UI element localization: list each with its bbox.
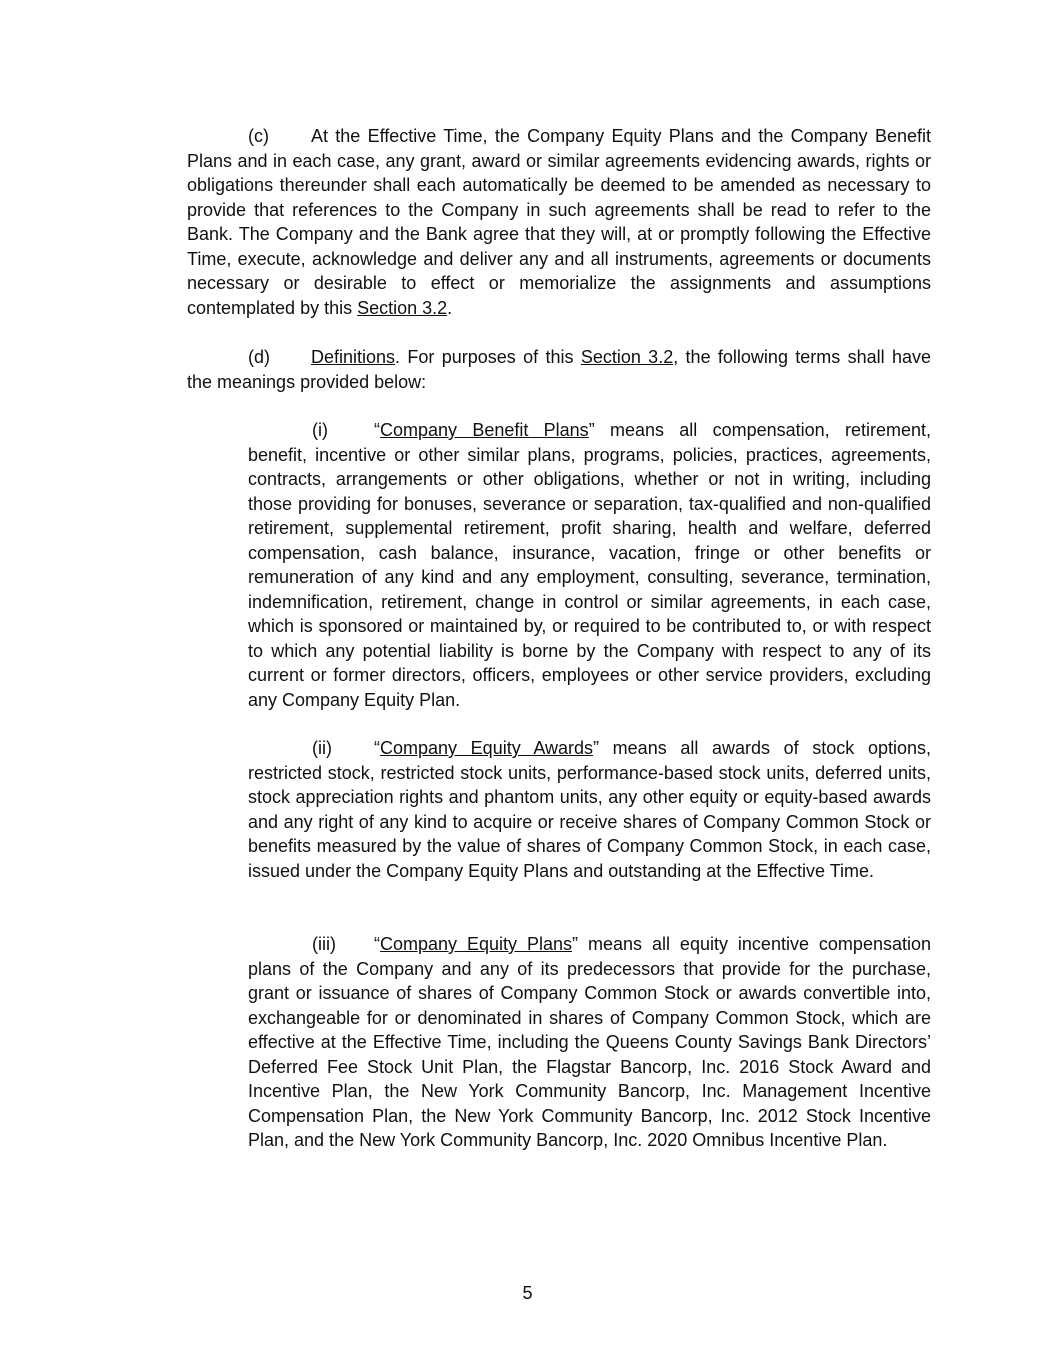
defined-term: Company Equity Awards (380, 738, 594, 758)
paragraph-d-text: . For purposes of this (395, 347, 581, 367)
definition-company-equity-plans (248, 932, 931, 1153)
section-reference-link[interactable]: Section 3.2 (357, 297, 448, 318)
defined-term: Company Equity Plans (380, 934, 573, 954)
paragraph-d (187, 345, 931, 394)
definition-text: ” means all equity incentive compensation plans of the Company and any of its predecessors that provide for the purchase, grant or issuance of shares of Company Common Stock or awards convertible into, exchangeable for or denominated in shares of Company Common Stock, which are effective at the Effective Time, including the Queens County Savings Bank Directors’ Deferred Fee Stock Unit Plan, the Flagstar Bancorp, Inc. 2016 Stock Award and Incentive Plan, the New York Community Bancorp, Inc. Management Incentive Compensation Plan, the New York Community Bancorp, Inc. 2012 Stock Incentive Plan, and the New York Community Bancorp, Inc. 2020 Omnibus Incentive Plan. (248, 934, 931, 1150)
definition-company-benefit-plans (248, 418, 931, 712)
definition-label: (ii) (312, 738, 332, 758)
open-quote: “ (374, 738, 380, 758)
paragraph-d-label: (d) (248, 347, 270, 367)
open-quote: “ (374, 934, 380, 954)
definition-text: ” means all compensation, retirement, benefit, incentive or other similar plans, programs, policies, practices, agreements, contracts, arrangements or other obligations, whether or not in writing, including those providing for bonuses, severance or separation, tax-qualified and non-qualified retirement, supplemental retirement, profit sharing, health and welfare, deferred compensation, cash balance, insurance, vacation, fringe or other benefits or remuneration of any kind and any employment, consulting, severance, termination, indemnification, retirement, change in control or similar agreements, in each case, which is sponsored or maintained by, or required to be contributed to, or with respect to which any potential liability is borne by the Company with respect to any of its current or former directors, officers, employees or other service providers, excluding any Company Equity Plan. (248, 420, 931, 710)
section-reference-link[interactable]: Section 3.2 (580, 347, 674, 367)
paragraph-c (187, 124, 931, 320)
paragraph-c-text-end: . (447, 297, 453, 318)
definition-label: (iii) (312, 934, 336, 954)
page-number: 5 (522, 1283, 533, 1303)
defined-term: Company Benefit Plans (380, 420, 589, 440)
definition-company-equity-awards (248, 736, 931, 883)
open-quote: “ (374, 420, 380, 440)
paragraph-c-label: (c) (248, 126, 269, 146)
definitions-heading: Definitions (311, 347, 396, 367)
definition-text: ” means all awards of stock options, restricted stock, restricted stock units, performance-based stock units, deferred units, stock appreciation rights and phantom units, any other equity or equity-based awards and any right of any kind to acquire or receive shares of Company Common Stock or benefits measured by the value of shares of Company Common Stock, in each case, issued under the Company Equity Plans and outstanding at the Effective Time. (248, 738, 931, 881)
definition-label: (i) (312, 420, 328, 440)
paragraph-d-text-end: , the following terms shall have the meanings provided below: (187, 347, 932, 392)
paragraph-c-text: At the Effective Time, the Company Equity Plans and the Company Benefit Plans and in each case, any grant, award or similar agreements evidencing awards, rights or obligations thereunder shall each automatically be deemed to be amended as necessary to provide that references to the Company in such agreements shall be read to refer to the Bank. The Company and the Bank agree that they will, at or promptly following the Effective Time, execute, acknowledge and deliver any and all instruments, agreements or documents necessary or desirable to effect or memorialize the assignments and assumptions contemplated by this (187, 126, 931, 318)
